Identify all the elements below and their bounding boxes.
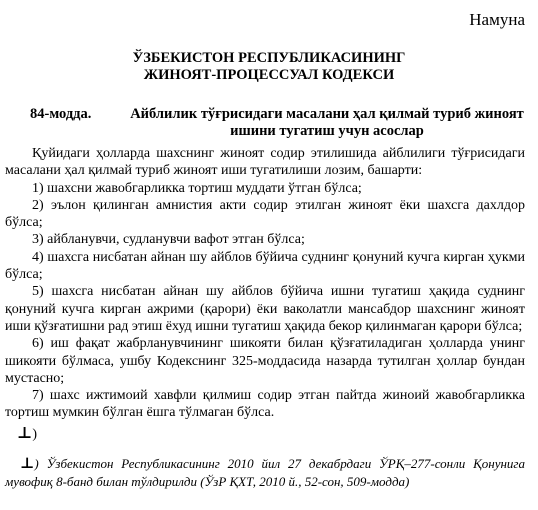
article-body (5, 145, 525, 422)
list-item: 2) эълон қилинган амнистия акти содир этилган жиноят ёки шахсга дахлдор бўлса; (5, 197, 525, 231)
article-title-line-2: ишини тугатиш учун асослар (230, 123, 424, 139)
article-number: 84-модда. (30, 106, 92, 122)
footnote-text: Ўзбекистон Республикасининг 2010 йил 27 декабрдаги ЎРҚ–277-сонли Қонунига мувофиқ 8-банд билан тўлдирилди (ЎзР ҚХТ, 2010 й., 52-сон, 509-модда) (5, 456, 526, 489)
list-item: 1) шахсни жавобгарликка тортиш муддати ўтган бўлса; (32, 180, 362, 196)
sample-label: Намуна (469, 10, 525, 29)
footnote-symbol-icon: ⊥ (20, 456, 35, 472)
list-item: 3) айбланувчи, судланувчи вафот этган бўлса; (32, 232, 305, 248)
footnote (5, 455, 525, 490)
document-title-line-2: ЖИНОЯТ-ПРОЦЕССУАЛ КОДЕКСИ (143, 67, 395, 83)
list-item: 5) шахсга нисбатан айнан шу айблов бўйича ишни тугатиш ҳақида суднинг қонуний кучга кирган ажрими (қарори) ёки ваколатли мансабдор шахснинг жиноят иши қўзғатишни рад этиш ёхуд ишни тугатиш ҳақида бекор қилинмаган қарори бўлса; (5, 284, 525, 334)
article-title-line-1: Айблилик тўғрисидаги масалани ҳал қилмай туриб жиноят (130, 106, 524, 122)
footnote-marker[interactable] (17, 423, 37, 443)
article-title (128, 106, 526, 140)
footnote-symbol-icon: ⊥ (17, 425, 33, 442)
list-item: 7) шахс ижтимоий хавфли қилмиш содир этган пайтда жиноий жавобгарликка тортиш мумкин бўлган ёшга тўлмаган бўлса. (5, 388, 525, 421)
footnote-marker-paren: ) (32, 427, 38, 442)
list-item: 6) иш фақат жабрланувчининг шикояти билан қўзғатиладиган ҳолларда унинг шикояти бўлмаса, ушбу Кодекснинг 325-моддасида назарда тутилган ҳоллар бундан мустасно; (5, 336, 525, 386)
document-title (0, 50, 538, 84)
intro-paragraph: Қуйидаги ҳолларда шахснинг жиноят содир этилишида айблилиги тўғрисидаги масалани ҳал қилмай туриб жиноят иши тугатилиши лозим, башарти: (5, 146, 525, 179)
document-title-line-1: ЎЗБЕКИСТОН РЕСПУБЛИКАСИНИНГ (132, 50, 406, 66)
list-item: 4) шахсга нисбатан айнан шу айблов бўйича суднинг қонуний кучга кирган ҳукми бўлса; (5, 249, 525, 283)
footnote-paren: ) (34, 456, 39, 471)
